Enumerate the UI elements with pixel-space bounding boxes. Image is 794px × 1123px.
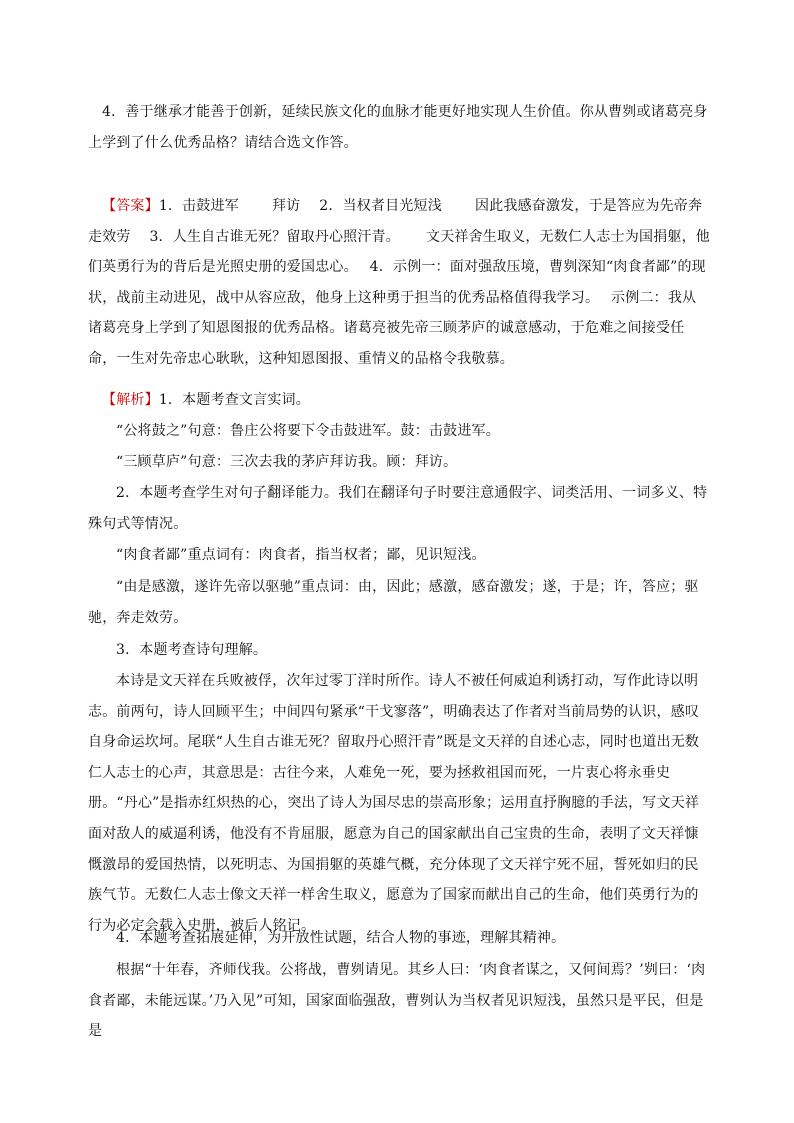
analysis-intro: 1．本题考查文言实词。: [158, 392, 310, 408]
answer-tag: 【答案】: [102, 198, 159, 214]
analysis-paragraph: 本诗是文天祥在兵败被俘，次年过零丁洋时所作。诗人不被任何威迫利诱打动，写作此诗以明志。前两句，诗人回顾平生；中间四句紧承“干戈寥落”，明确表达了作者对当前局势的认识，感叹自身命运坎坷。尾联“人生自古谁无死？留取丹心照汗青”既是文天祥的自述心志，同时也道出无数仁人志士的心声，其意思是：古往今来，人难免一死，要为拯救祖国而死，一片衷心将永垂史册。“丹心”是指赤红炽热的心，突出了诗人为国尽忠的崇高形象；运用直抒胸臆的手法，写文天祥面对敌人的威逼利诱，他没有不肯屈服，愿意为自己的国家献出自己宝贵的生命，表明了文天祥慷慨激昂的爱国热情，以死明志、为国捐躯的英雄气概，充分体现了文天祥宁死不屈，誓死如归的民族气节。无数仁人志士像文天祥一样舍生取义，愿意为了国家而献出自己的生命，他们英勇行为的行为必定会载入史册，被后人铭记。: [88, 673, 700, 934]
answer-text: 1．击鼓进军 拜访 2．当权者目光短浅 因此我感奋激发，于是答应为先帝奔走效劳 3．人生自古谁无死？留取丹心照汗青。 文天祥舍生取义，无数仁人志士为国捐躯，他们英勇行为的背后是光照史册的爱国忠心。 4．示例一：面对强敌压境，曹刿深知“肉食者鄙”的现状，战前主动进见，战中从容应敌，他身上这种勇于担当的优秀品格值得我学习。 示例二：我从诸葛亮身上学到了知恩图报的优秀品格。诸葛亮被先帝三顾茅庐的诚意感动，于危难之间接受任命，一生对先帝忠心耿耿，这种知恩图报、重情义的品格令我敬慕。: [88, 198, 711, 367]
analysis-line: “肉食者鄙”重点词有：肉食者，指当权者；鄙，见识短浅。: [116, 547, 486, 563]
analysis-line: 2．本题考查学生对句子翻译能力。我们在翻译句子时要注意通假字、词类活用、一词多义、特殊句式等情况。: [88, 485, 708, 532]
analysis-line: 4．本题考查拓展延伸，为开放性试题，结合人物的事迹，理解其精神。: [116, 930, 566, 946]
analysis-line: “由是感激，遂许先帝以驱驰”重点词：由，因此；感激，感奋激发；遂，于是；许，答应；驱驰，奔走效劳。: [88, 579, 699, 626]
analysis-paragraph: 根据“十年春，齐师伐我。公将战，曹刿请见。其乡人曰：‘肉食者谋之，又何间焉？’刿曰：‘肉食者鄙，未能远谋。’乃入见”可知，国家面临强敌，曹刿认为当权者见识短浅，虽然只是平民，但是是: [88, 962, 706, 1040]
analysis-line: “三顾草庐”句意：三次去我的茅庐拜访我。顾：拜访。: [116, 454, 458, 470]
answer-block: [88, 191, 710, 375]
analysis-tag: 【解析】: [102, 392, 159, 408]
analysis-line: “公将鼓之”句意：鲁庄公将要下令击鼓进军。鼓：击鼓进军。: [116, 423, 500, 439]
question-4: 4．善于继承才能善于创新，延续民族文化的血脉才能更好地实现人生价值。你从曹刿或诸葛亮身上学到了什么优秀品格？请结合选文作答。: [88, 104, 708, 151]
analysis-heading: [88, 385, 710, 416]
analysis-line: 3．本题考查诗句理解。: [116, 642, 268, 658]
